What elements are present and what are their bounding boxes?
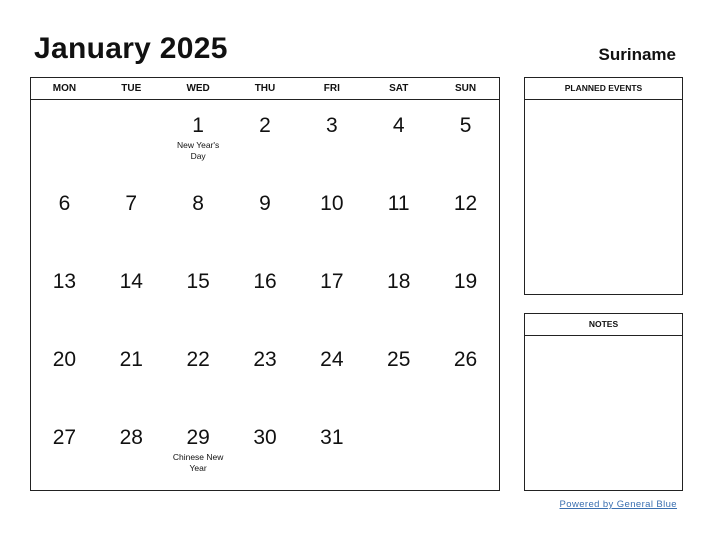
weekday-label: FRI — [323, 83, 340, 94]
day-cell — [165, 412, 232, 490]
day-cell — [365, 178, 432, 256]
weekday-label: WED — [186, 83, 210, 94]
day-number: 6 — [58, 192, 71, 215]
day-number: 29 — [186, 426, 210, 449]
day-cell — [31, 256, 98, 334]
day-number: 3 — [326, 114, 338, 137]
holiday-label: New Year's Day — [176, 140, 220, 161]
day-cell — [31, 334, 98, 412]
day-number: 8 — [192, 192, 204, 215]
weekday-label: THU — [254, 83, 276, 94]
day-number: 21 — [119, 348, 143, 371]
day-cell — [298, 334, 365, 412]
weekday-label: TUE — [121, 83, 142, 94]
day-cell — [98, 334, 165, 412]
day-number: 1 — [192, 114, 204, 137]
day-cell — [298, 100, 365, 178]
holiday-label: Chinese New Year — [172, 452, 224, 473]
day-number: 18 — [387, 270, 411, 293]
day-cell — [165, 178, 232, 256]
day-cell — [31, 100, 98, 178]
day-cell — [98, 256, 165, 334]
day-cell — [298, 256, 365, 334]
weekday-header — [31, 78, 499, 100]
day-cell — [432, 412, 499, 490]
day-number: 15 — [186, 270, 210, 293]
day-number: 30 — [253, 426, 277, 449]
day-cell — [232, 412, 299, 490]
day-cell — [432, 178, 499, 256]
weekday-label: MON — [52, 83, 77, 94]
day-cell — [365, 100, 432, 178]
day-number: 7 — [125, 192, 138, 215]
day-number: 31 — [320, 426, 344, 449]
month-title: January 2025 — [34, 32, 228, 65]
day-number: 22 — [186, 348, 210, 371]
powered-by-link[interactable]: Powered by General Blue — [559, 499, 677, 510]
day-cell — [232, 100, 299, 178]
weekday-label: SUN — [455, 83, 477, 94]
day-cell — [365, 334, 432, 412]
day-number: 4 — [392, 114, 405, 137]
day-cell — [232, 178, 299, 256]
notes-heading: NOTES — [525, 314, 682, 336]
day-cell — [98, 178, 165, 256]
day-cell — [365, 256, 432, 334]
weekday-label: SAT — [389, 83, 409, 94]
day-number: 12 — [453, 192, 478, 215]
day-number: 26 — [453, 348, 478, 371]
day-cell — [165, 256, 232, 334]
day-number: 17 — [320, 270, 344, 293]
day-number: 24 — [320, 348, 344, 371]
day-number: 19 — [453, 270, 478, 293]
day-cell — [432, 100, 499, 178]
planned-events-panel — [524, 77, 683, 295]
day-number: 9 — [259, 192, 271, 215]
day-cell — [165, 334, 232, 412]
country-name: Suriname — [598, 45, 676, 64]
notes-panel — [524, 313, 683, 491]
day-number: 28 — [119, 426, 143, 449]
day-number: 16 — [253, 270, 277, 293]
calendar-grid — [30, 77, 500, 491]
day-number: 20 — [52, 348, 77, 371]
day-cell — [31, 178, 98, 256]
day-cell — [432, 334, 499, 412]
day-cell — [232, 256, 299, 334]
day-number: 5 — [459, 114, 472, 137]
day-number: 14 — [119, 270, 143, 293]
day-number: 10 — [320, 192, 344, 215]
day-number: 23 — [253, 348, 277, 371]
calendar-days — [31, 100, 499, 490]
day-cell — [31, 412, 98, 490]
day-number: 25 — [387, 348, 411, 371]
day-number: 11 — [387, 192, 410, 215]
day-cell — [298, 178, 365, 256]
day-cell — [298, 412, 365, 490]
day-cell — [365, 412, 432, 490]
planned-events-heading: PLANNED EVENTS — [525, 78, 682, 100]
day-number: 27 — [52, 426, 77, 449]
day-number: 2 — [259, 114, 271, 137]
day-number: 13 — [52, 270, 77, 293]
day-cell — [165, 100, 232, 178]
day-cell — [98, 100, 165, 178]
day-cell — [432, 256, 499, 334]
day-cell — [98, 412, 165, 490]
day-cell — [232, 334, 299, 412]
